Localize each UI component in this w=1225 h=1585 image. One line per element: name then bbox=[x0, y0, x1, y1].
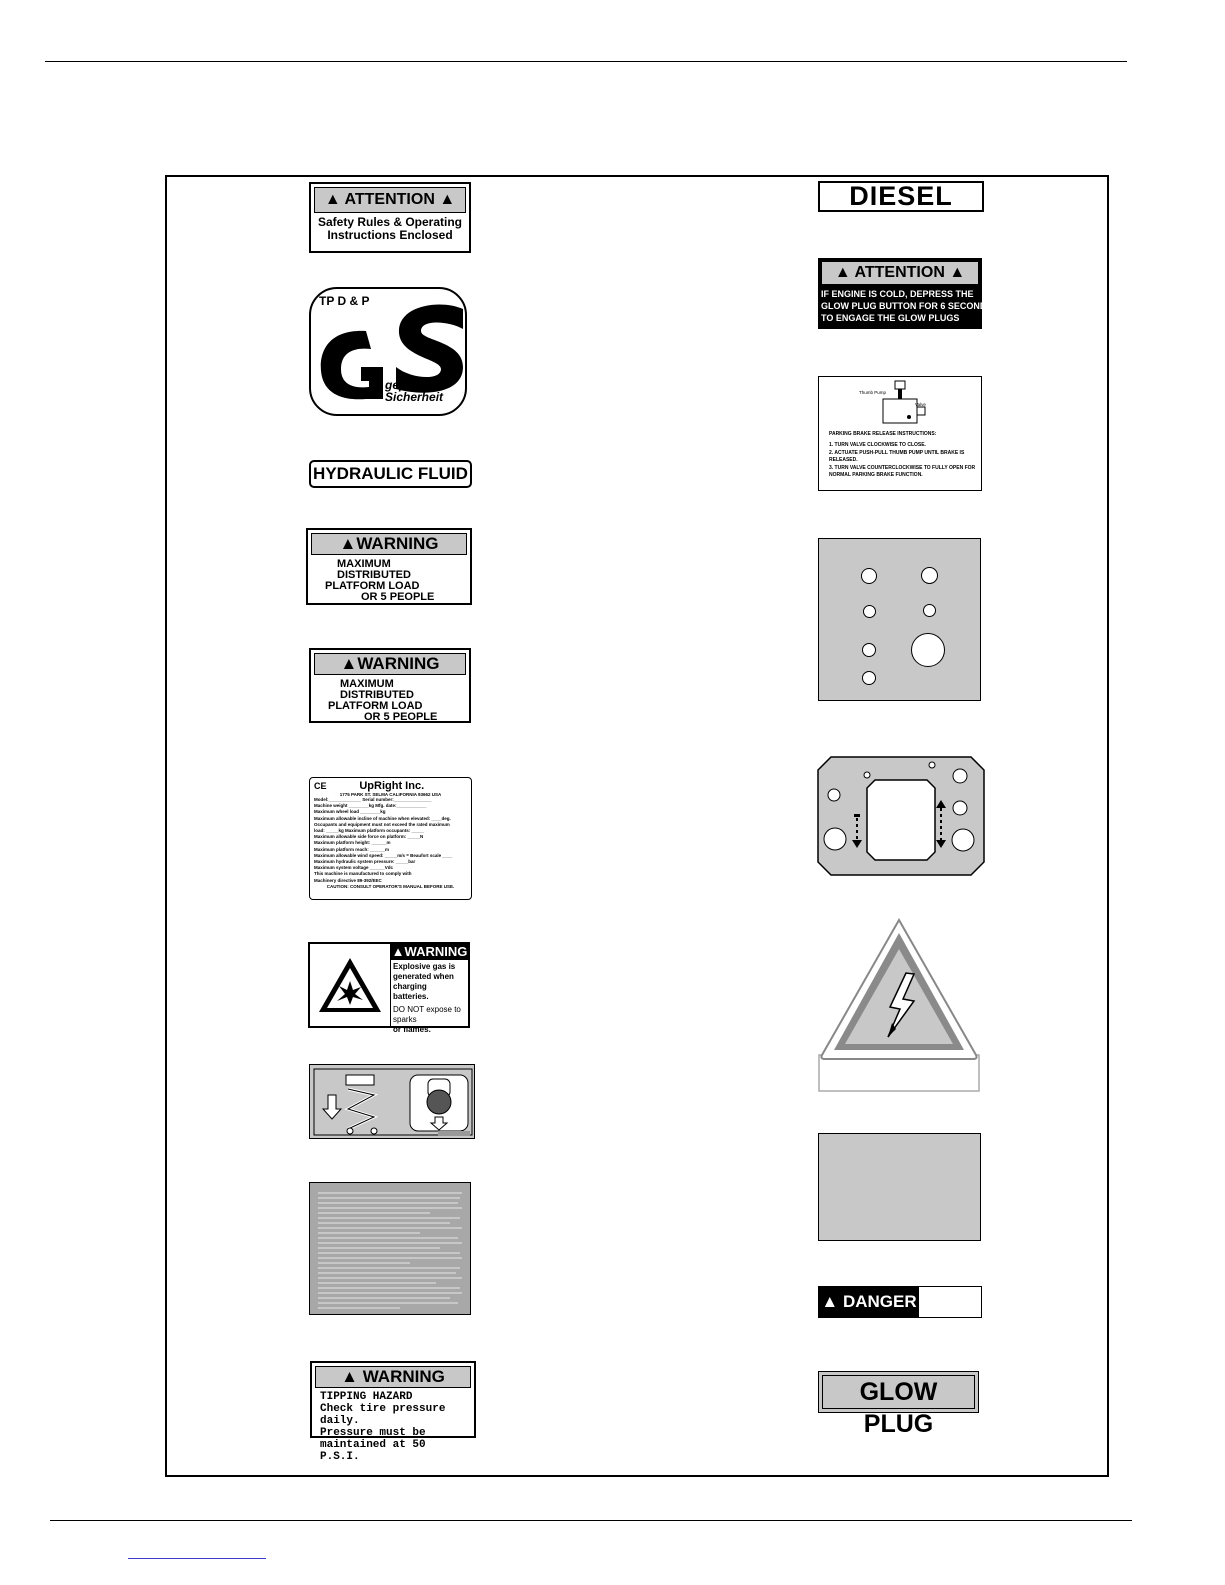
plate-caution: CAUTION: CONSULT OPERATOR'S MANUAL BEFORE USE. bbox=[326, 883, 455, 889]
high-voltage-icon bbox=[818, 917, 980, 1092]
warning-load-line-1: MAXIMUM DISTRIBUTED bbox=[340, 678, 414, 701]
warning-load-line-2: PLATFORM LOAD bbox=[328, 700, 423, 712]
glow-attention-line-1: IF ENGINE IS COLD, DEPRESS THE bbox=[821, 289, 974, 299]
battery-line-5: or flames. bbox=[393, 1025, 431, 1034]
glow-attention-line-3: TO ENGAGE THE GLOW PLUGS bbox=[821, 313, 960, 323]
serial-plate-line: Maximum allowable incline of machine when elevated: ____deg. bbox=[314, 815, 451, 821]
panel-hole bbox=[861, 568, 877, 584]
serial-plate-line: Machinery directive 89-392/EEC bbox=[314, 877, 382, 883]
tipping-line-2: Check tire pressure daily. bbox=[320, 1403, 446, 1427]
battery-line-2: generated when charging bbox=[393, 972, 454, 991]
diesel-decal bbox=[818, 181, 984, 212]
danger-decal bbox=[818, 1286, 982, 1318]
brake-step: 1. TURN VALVE CLOCKWISE TO CLOSE. bbox=[829, 441, 926, 448]
warning-triangle-icon: ▲ bbox=[340, 654, 358, 673]
battery-line-1: Explosive gas is bbox=[393, 962, 456, 971]
battery-warning-decal bbox=[308, 942, 470, 1034]
tipping-warning-decal bbox=[310, 1361, 476, 1463]
panel-hole-large bbox=[911, 633, 945, 667]
gs-line-2: Sicherheit bbox=[385, 390, 444, 404]
header-rule bbox=[45, 61, 1127, 62]
brake-step: 2. ACTUATE PUSH-PULL THUMB PUMP UNTIL BRAKE IS RELEASED. bbox=[829, 450, 965, 463]
serial-plate-line: Maximum system voltage ______Vdc bbox=[314, 865, 394, 871]
serial-plate-line: Occupants and equipment must not exceed the rated maximum bbox=[314, 821, 450, 827]
brake-steps bbox=[829, 442, 977, 479]
blank-grey-decal bbox=[818, 1133, 981, 1241]
serial-plate-decal bbox=[309, 777, 472, 900]
tipping-line-1: TIPPING HAZARD bbox=[320, 1391, 413, 1403]
control-panel-plate bbox=[818, 538, 981, 701]
diesel-text: DIESEL bbox=[849, 181, 953, 211]
gs-org-label: TP D & P bbox=[319, 294, 370, 308]
serial-plate-lines bbox=[314, 797, 467, 884]
serial-plate-line: Maximum platform height: ______m bbox=[314, 840, 391, 846]
attention-header-text: ATTENTION bbox=[344, 191, 435, 208]
warning-load-line-1: MAXIMUM DISTRIBUTED bbox=[337, 558, 411, 581]
serial-plate-line: Maximum platform reach: ______m bbox=[314, 846, 390, 852]
serial-plate-line: Maximum hydraulic system pressure: _____bar bbox=[314, 859, 416, 865]
warning-load-line-3: OR 5 PEOPLE bbox=[364, 711, 438, 723]
attention-line-2: Instructions Enclosed bbox=[327, 228, 453, 242]
lowering-pictogram-decal bbox=[309, 1064, 475, 1139]
warning-header-text: WARNING bbox=[357, 654, 440, 673]
attention-safety-decal bbox=[309, 182, 471, 253]
warning-triangle-icon: ▲ bbox=[439, 191, 456, 208]
control-plate-diagram-icon bbox=[817, 756, 985, 876]
company-address: 1775 PARK ST. SELMA CALIFORNIA 93662 USA bbox=[339, 792, 442, 797]
brake-label-valve: Valve bbox=[915, 402, 926, 407]
warning-triangle-icon: ▲ bbox=[341, 1367, 358, 1386]
high-voltage-sign bbox=[818, 917, 980, 1092]
battery-line-4: DO NOT expose to sparks bbox=[393, 1005, 461, 1024]
warning-load-decal-1 bbox=[306, 528, 472, 605]
warning-triangle-icon: ▲ bbox=[821, 1292, 839, 1311]
warning-triangle-icon: ▲ bbox=[391, 944, 405, 959]
attention-header bbox=[314, 187, 466, 213]
hydraulic-fluid-text: HYDRAULIC FLUID bbox=[313, 464, 468, 483]
tipping-header: WARNING bbox=[362, 1367, 445, 1386]
attention-line-1: Safety Rules & Operating bbox=[317, 215, 463, 229]
tipping-line-4: maintained at 50 P.S.I. bbox=[320, 1439, 426, 1463]
brake-pump-diagram-icon bbox=[819, 377, 983, 427]
serial-plate-line: Maximum allowable side force on platform: _____N bbox=[314, 834, 424, 840]
warning-load-line-2: PLATFORM LOAD bbox=[325, 580, 420, 592]
serial-plate-line: This machine is manufactured to comply with bbox=[314, 871, 412, 877]
tipping-line-3: Pressure must be bbox=[320, 1427, 426, 1439]
footer-link-underline[interactable] bbox=[128, 1558, 266, 1559]
warning-load-line-3: OR 5 PEOPLE bbox=[361, 591, 435, 603]
ce-mark: CE bbox=[314, 781, 327, 791]
warning-triangle-icon: ▲ bbox=[324, 191, 341, 208]
glow-attention-line-2: GLOW PLUG BUTTON FOR 6 SECONDS bbox=[821, 301, 993, 311]
panel-hole bbox=[921, 567, 938, 584]
warning-triangle-icon: ▲ bbox=[949, 264, 966, 281]
serial-plate-line: Machine weight ________kg Mfg. date:____________ bbox=[314, 803, 427, 809]
glow-plug-text: GLOW PLUG bbox=[859, 1378, 938, 1438]
brake-label-pump: Thumb Pump bbox=[859, 390, 887, 395]
warning-load-decal-2 bbox=[309, 648, 471, 723]
octagonal-control-plate bbox=[817, 756, 985, 876]
hydraulic-fluid-decal bbox=[309, 460, 472, 488]
glow-plug-attention-decal bbox=[818, 258, 993, 329]
glow-attention-header: ATTENTION bbox=[854, 264, 945, 281]
serial-plate-line: Maximum wheel load ________kg bbox=[314, 809, 386, 815]
lift-lowering-icon bbox=[310, 1065, 476, 1140]
brake-release-decal bbox=[818, 376, 982, 491]
warning-header-text: WARNING bbox=[356, 534, 439, 553]
gs-certification-mark bbox=[309, 287, 467, 416]
battery-line-3: batteries. bbox=[393, 992, 429, 1001]
gs-line-1: geprüfte bbox=[385, 378, 433, 392]
battery-warning-header: WARNING bbox=[404, 944, 468, 959]
panel-hole bbox=[862, 671, 876, 685]
serial-plate-line: Model:_____________ Serial number:_______________ bbox=[314, 797, 432, 802]
warning-triangle-icon: ▲ bbox=[834, 264, 851, 281]
panel-hole bbox=[863, 605, 876, 618]
glow-plug-decal bbox=[818, 1371, 979, 1438]
illegible-text-block bbox=[310, 1183, 472, 1316]
company-name: UpRight Inc. bbox=[359, 780, 425, 792]
panel-hole bbox=[923, 604, 936, 617]
panel-hole bbox=[862, 643, 876, 657]
serial-plate-line: Maximum allowable wind speed: _____m/s = Beaufort scale ____ bbox=[314, 852, 453, 858]
serial-plate-line: load: _____kg Maximum platform occupants: _____ bbox=[314, 828, 425, 834]
brake-step: 3. TURN VALVE COUNTERCLOCKWISE TO FULLY OPEN FOR NORMAL PARKING BRAKE FUNCTION. bbox=[829, 465, 976, 478]
danger-text: DANGER bbox=[842, 1292, 917, 1311]
footer-rule bbox=[50, 1520, 1132, 1521]
explosion-icon bbox=[317, 955, 383, 1015]
warning-triangle-icon: ▲ bbox=[339, 534, 357, 553]
instruction-text-decal bbox=[309, 1182, 471, 1315]
brake-title: PARKING BRAKE RELEASE INSTRUCTIONS: bbox=[829, 431, 937, 437]
